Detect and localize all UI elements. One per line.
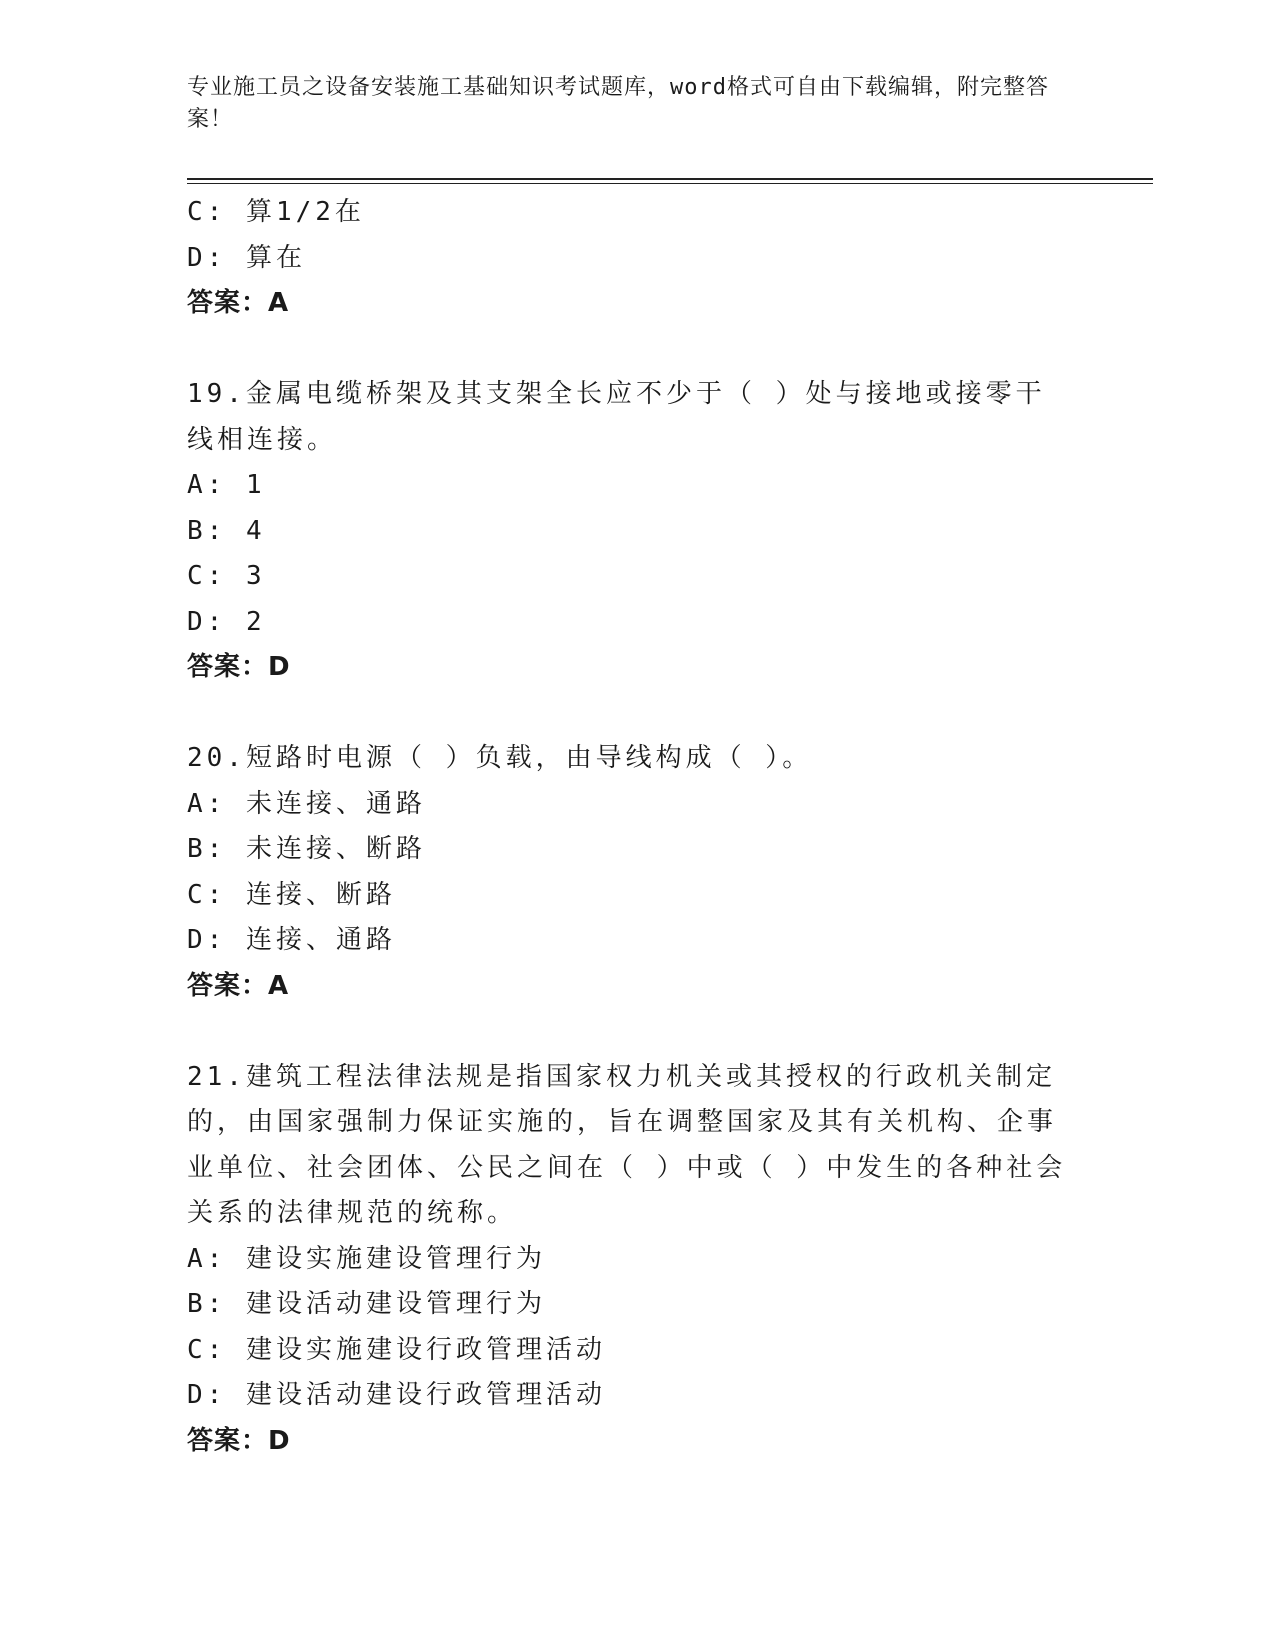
option-a: A: 未连接、通路: [187, 788, 426, 819]
option-b: B: 未连接、断路: [187, 834, 426, 864]
option-a: A: 1: [187, 470, 266, 500]
option-a: A: 建设实施建设管理行为: [187, 1243, 546, 1274]
question-21: [187, 1055, 1067, 1465]
option-b: B: 4: [187, 515, 266, 546]
question-text: 19.金属电缆桥架及其支架全长应不少于（ ）处与接地或接零干线相连接。: [187, 379, 1046, 455]
option-c: C: 连接、断路: [187, 879, 396, 910]
option-d: D: 建设活动建设行政管理活动: [187, 1380, 606, 1410]
page-header: 专业施工员之设备安装施工基础知识考试题库，word格式可自由下载编辑，附完整答案！: [187, 75, 1049, 132]
question-20: [187, 736, 1067, 1009]
header-rule-thin: [187, 183, 1153, 184]
option-c: C: 建设实施建设行政管理活动: [187, 1334, 606, 1365]
option-d: D: 2: [187, 606, 266, 637]
question-text: 20.短路时电源（ ）负载，由导线构成（ ）。: [187, 743, 813, 773]
prev-question: [187, 190, 1067, 327]
answer-line: 答案：D: [187, 652, 291, 682]
option-c: C: 3: [187, 561, 266, 591]
question-content: [187, 190, 1067, 1464]
question-text: 21.建筑工程法律法规是指国家权力机关或其授权的行政机关制定的，由国家强制力保证实施的，旨在调整国家及其有关机构、企事业单位、社会团体、公民之间在（ ）中或（ ）中发生的各种社会关系的法律规范的统称。: [187, 1061, 1067, 1228]
option-c: C: 算1/2在: [187, 197, 365, 227]
option-d: D: 连接、通路: [187, 925, 396, 955]
answer-line: 答案：A: [187, 288, 290, 318]
answer-line: 答案：A: [187, 970, 290, 1001]
question-19: [187, 372, 1067, 691]
option-d: D: 算在: [187, 242, 306, 273]
option-b: B: 建设活动建设管理行为: [187, 1289, 546, 1319]
header-rule-thick: [187, 178, 1153, 180]
answer-line: 答案：D: [187, 1425, 291, 1456]
